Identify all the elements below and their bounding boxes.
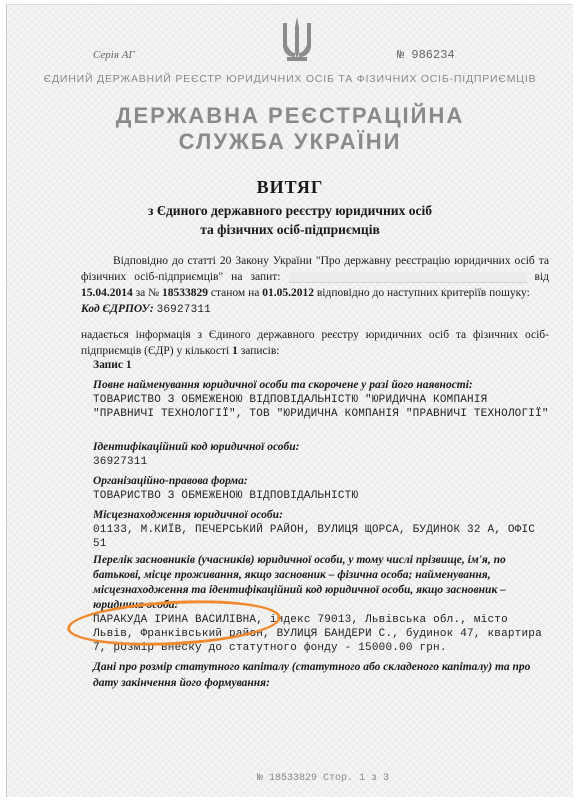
form-number: № 986234: [397, 48, 455, 62]
redacted-request: [289, 272, 527, 283]
full-name-value: ТОВАРИСТВО З ОБМЕЖЕНОЮ ВІДПОВІДАЛЬНІСТЮ "ЮРИДИЧНА КОМПАНІЯ "ПРАВНИЧІ ТЕХНОЛОГІЇ", ТОВ "ЮРИДИЧНА КОМПАНІЯ "ПРАВНИЧІ ТЕХНОЛОГІЇ": [93, 394, 549, 420]
document-sheet: [6, 4, 573, 797]
id-code-value: 36927311: [93, 456, 148, 468]
subtitle-line1: з Єдиного державного реєстру юридичних осіб: [148, 203, 432, 218]
trident-emblem-icon: [277, 13, 317, 65]
code-value: 36927311: [156, 304, 211, 316]
legal-form-field: Організаційно-правова форма: ТОВАРИСТВО З ОБМЕЖЕНОЮ ВІДПОВІДАЛЬНІСТЮ: [93, 473, 549, 503]
location-field: Місцезнаходження юридичної особи: 01133, М.КИЇВ, ПЕЧЕРСЬКИЙ РАЙОН, ВУЛИЦЯ ЩОРСА, БУДИНОК 32 А, ОФІС 51: [93, 507, 549, 551]
legal-form-value: ТОВАРИСТВО З ОБМЕЖЕНОЮ ВІДПОВІДАЛЬНІСТЮ: [93, 490, 359, 502]
founders-value: ПАРАКУДА ІРИНА ВАСИЛІВНА, індекс 79013, Львівська обл., місто Львів, Франківський район, ВУЛИЦЯ БАНДЕРИ С., будинок 47, квартира 7, розмір внеску до статутного фонду - 15000.00 грн.: [93, 614, 542, 654]
document-subtitle: [7, 201, 573, 239]
service-name-line1: ДЕРЖАВНА РЕЄСТРАЦІЙНА: [115, 103, 465, 128]
capital-field: Дані про розмір статутного капіталу (статутного або складеного капіталу) та про дату закінчення його формування:: [93, 661, 531, 689]
series-label: Серія АГ: [93, 49, 135, 61]
provided-paragraph: надається інформація з Єдиного державного реєстру юридичних осіб та фізичних осіб-підприємців (ЄДР) у кількості 1 записів:: [81, 329, 549, 357]
registry-banner: ЄДИНИЙ ДЕРЖАВНИЙ РЕЄСТР ЮРИДИЧНИХ ОСІБ ТА ФІЗИЧНИХ ОСІБ-ПІДПРИЄМЦІВ: [43, 73, 537, 85]
code-criteria: [81, 301, 211, 317]
subtitle-line2: та фізичних осіб-підприємців: [200, 222, 380, 237]
founders-field: Перелік засновників (учасників) юридичної особи, у тому числі прізвище, ім'я, по батькові, місце проживання, якщо засновник – фізична особа; найменування, місцезнаходження та ідентифікаційний код юридичної особи, якщо засновник – юридична особа: ПАРАКУДА ІРИНА ВАСИЛІВНА, індекс 79013, Львівська обл., місто Львів, Франківський район, ВУЛИЦЯ БАНДЕРИ С., будинок 47, квартира 7, розмір внеску до статутного фонду - 15000.00 грн.: [93, 553, 549, 655]
request-number: 18533829: [162, 287, 208, 299]
document-title: ВИТЯГ: [256, 177, 324, 197]
page-footer: № 18533829 Стор. 1 з 3: [257, 773, 390, 784]
service-name-line2: СЛУЖБА УКРАЇНИ: [178, 129, 402, 154]
code-label: Код ЄДРПОУ:: [81, 303, 154, 315]
full-name-field: Повне найменування юридичної особи та скорочене у разі його наявності: ТОВАРИСТВО З ОБМЕЖЕНОЮ ВІДПОВІДАЛЬНІСТЮ "ЮРИДИЧНА КОМПАНІЯ "ПРАВНИЧІ ТЕХНОЛОГІЇ", ТОВ "ЮРИДИЧНА КОМПАНІЯ "ПРАВНИЧІ ТЕХНОЛОГІЇ": [93, 379, 549, 420]
request-date: 15.04.2014: [81, 287, 133, 299]
state-date: 01.05.2012: [262, 287, 314, 299]
intro-paragraph: Відповідно до статті 20 Закону України "Про державну реєстрацію юридичних осіб та фізичних осіб-підприємців" на запит: від 15.04.2014 за № 18533829 станом на 01.05.2012 відповідно до наступних критеріїв пошуку:: [81, 255, 549, 299]
founder-name: ПАРАКУДА ІРИНА ВАСИЛІВНА,: [93, 614, 264, 626]
id-code-field: Ідентифікаційний код юридичної особи: 36927311: [93, 439, 549, 469]
location-value: 01133, М.КИЇВ, ПЕЧЕРСЬКИЙ РАЙОН, ВУЛИЦЯ ЩОРСА, БУДИНОК 32 А, ОФІС 51: [93, 524, 536, 550]
record-label: Запис 1: [93, 359, 132, 371]
